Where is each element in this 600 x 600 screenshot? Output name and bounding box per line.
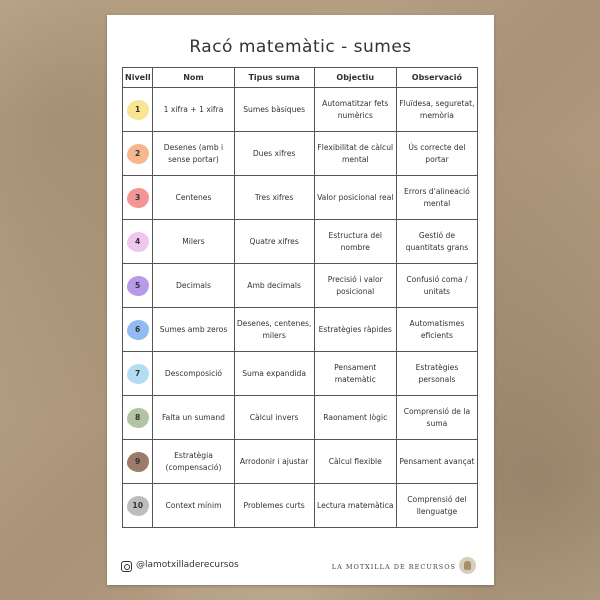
- nom-cell: Falta un sumand: [153, 396, 234, 440]
- nom-cell: Milers: [153, 220, 234, 264]
- objectiu-cell: Valor posicional real: [314, 176, 396, 220]
- instagram-icon: [121, 561, 132, 572]
- observacio-cell: Fluïdesa, seguretat, memòria: [396, 88, 477, 132]
- objectiu-cell: Flexibilitat de càlcul mental: [314, 132, 396, 176]
- level-badge: 9: [127, 452, 149, 472]
- level-cell: [123, 176, 153, 220]
- level-badge: 5: [127, 276, 149, 296]
- level-cell: [123, 132, 153, 176]
- table-row: [123, 220, 478, 264]
- table-row: [123, 264, 478, 308]
- level-badge: 8: [127, 408, 149, 428]
- objectiu-cell: Càlcul flexible: [314, 440, 396, 484]
- nom-cell: Desenes (amb i sense portar): [153, 132, 234, 176]
- table-row: [123, 440, 478, 484]
- table-row: [123, 88, 478, 132]
- backpack-icon: [459, 557, 476, 574]
- objectiu-cell: Lectura matemàtica: [314, 484, 396, 528]
- level-cell: [123, 88, 153, 132]
- observacio-cell: Errors d'alineació mental: [396, 176, 477, 220]
- observacio-cell: Comprensió de la suma: [396, 396, 477, 440]
- nom-cell: Sumes amb zeros: [153, 308, 234, 352]
- level-cell: [123, 220, 153, 264]
- level-badge: 3: [127, 188, 149, 208]
- level-badge: 7: [127, 364, 149, 384]
- nom-cell: Decimals: [153, 264, 234, 308]
- level-cell: [123, 308, 153, 352]
- objectiu-cell: Estratègies ràpides: [314, 308, 396, 352]
- header-nom: Nom: [153, 68, 234, 88]
- footer: [121, 559, 480, 577]
- tipus-cell: Tres xifres: [234, 176, 314, 220]
- worksheet-page: [107, 15, 494, 585]
- observacio-cell: Ús correcte del portar: [396, 132, 477, 176]
- level-badge: 6: [127, 320, 149, 340]
- tipus-cell: Càlcul invers: [234, 396, 314, 440]
- tipus-cell: Amb decimals: [234, 264, 314, 308]
- observacio-cell: Estratègies personals: [396, 352, 477, 396]
- objectiu-cell: Pensament matemàtic: [314, 352, 396, 396]
- header-objectiu: Objectiu: [314, 68, 396, 88]
- level-cell: [123, 396, 153, 440]
- page-title: Racó matemàtic - sumes: [189, 37, 412, 57]
- objectiu-cell: Precisió i valor posicional: [314, 264, 396, 308]
- tipus-cell: Dues xifres: [234, 132, 314, 176]
- table-header-row: [123, 68, 478, 88]
- objectiu-cell: Estructura del nombre: [314, 220, 396, 264]
- table-row: [123, 308, 478, 352]
- level-cell: [123, 264, 153, 308]
- social-handle: @lamotxilladerecursos: [136, 560, 239, 570]
- nom-cell: 1 xifra + 1 xifra: [153, 88, 234, 132]
- tipus-cell: Suma expandida: [234, 352, 314, 396]
- table-row: [123, 396, 478, 440]
- objectiu-cell: Automatitzar fets numèrics: [314, 88, 396, 132]
- header-observacio: Observació: [396, 68, 477, 88]
- tipus-cell: Desenes, centenes, milers: [234, 308, 314, 352]
- table-row: [123, 176, 478, 220]
- observacio-cell: Pensament avançat: [396, 440, 477, 484]
- level-badge: 2: [127, 144, 149, 164]
- header-tipus-suma: Tipus suma: [234, 68, 314, 88]
- level-badge: 4: [127, 232, 149, 252]
- table-row: [123, 132, 478, 176]
- table-row: [123, 484, 478, 528]
- level-badge: 1: [127, 100, 149, 120]
- level-cell: [123, 484, 153, 528]
- level-badge: 10: [127, 496, 149, 516]
- objectiu-cell: Raonament lògic: [314, 396, 396, 440]
- observacio-cell: Confusió coma / unitats: [396, 264, 477, 308]
- nom-cell: Descomposició: [153, 352, 234, 396]
- observacio-cell: Gestió de quantitats grans: [396, 220, 477, 264]
- tipus-cell: Quatre xifres: [234, 220, 314, 264]
- table-body: [123, 88, 478, 528]
- observacio-cell: Comprensió del llenguatge: [396, 484, 477, 528]
- level-cell: [123, 352, 153, 396]
- nom-cell: Estratègia (compensació): [153, 440, 234, 484]
- table-row: [123, 352, 478, 396]
- tipus-cell: Sumes bàsiques: [234, 88, 314, 132]
- level-cell: [123, 440, 153, 484]
- nom-cell: Context mínim: [153, 484, 234, 528]
- nom-cell: Centenes: [153, 176, 234, 220]
- tipus-cell: Problemes curts: [234, 484, 314, 528]
- levels-table: [122, 67, 478, 528]
- tipus-cell: Arrodonir i ajustar: [234, 440, 314, 484]
- brand-name: LA MOTXILLA DE RECURSOS: [331, 563, 456, 571]
- header-nivell: Nivell: [123, 68, 153, 88]
- observacio-cell: Automatismes eficients: [396, 308, 477, 352]
